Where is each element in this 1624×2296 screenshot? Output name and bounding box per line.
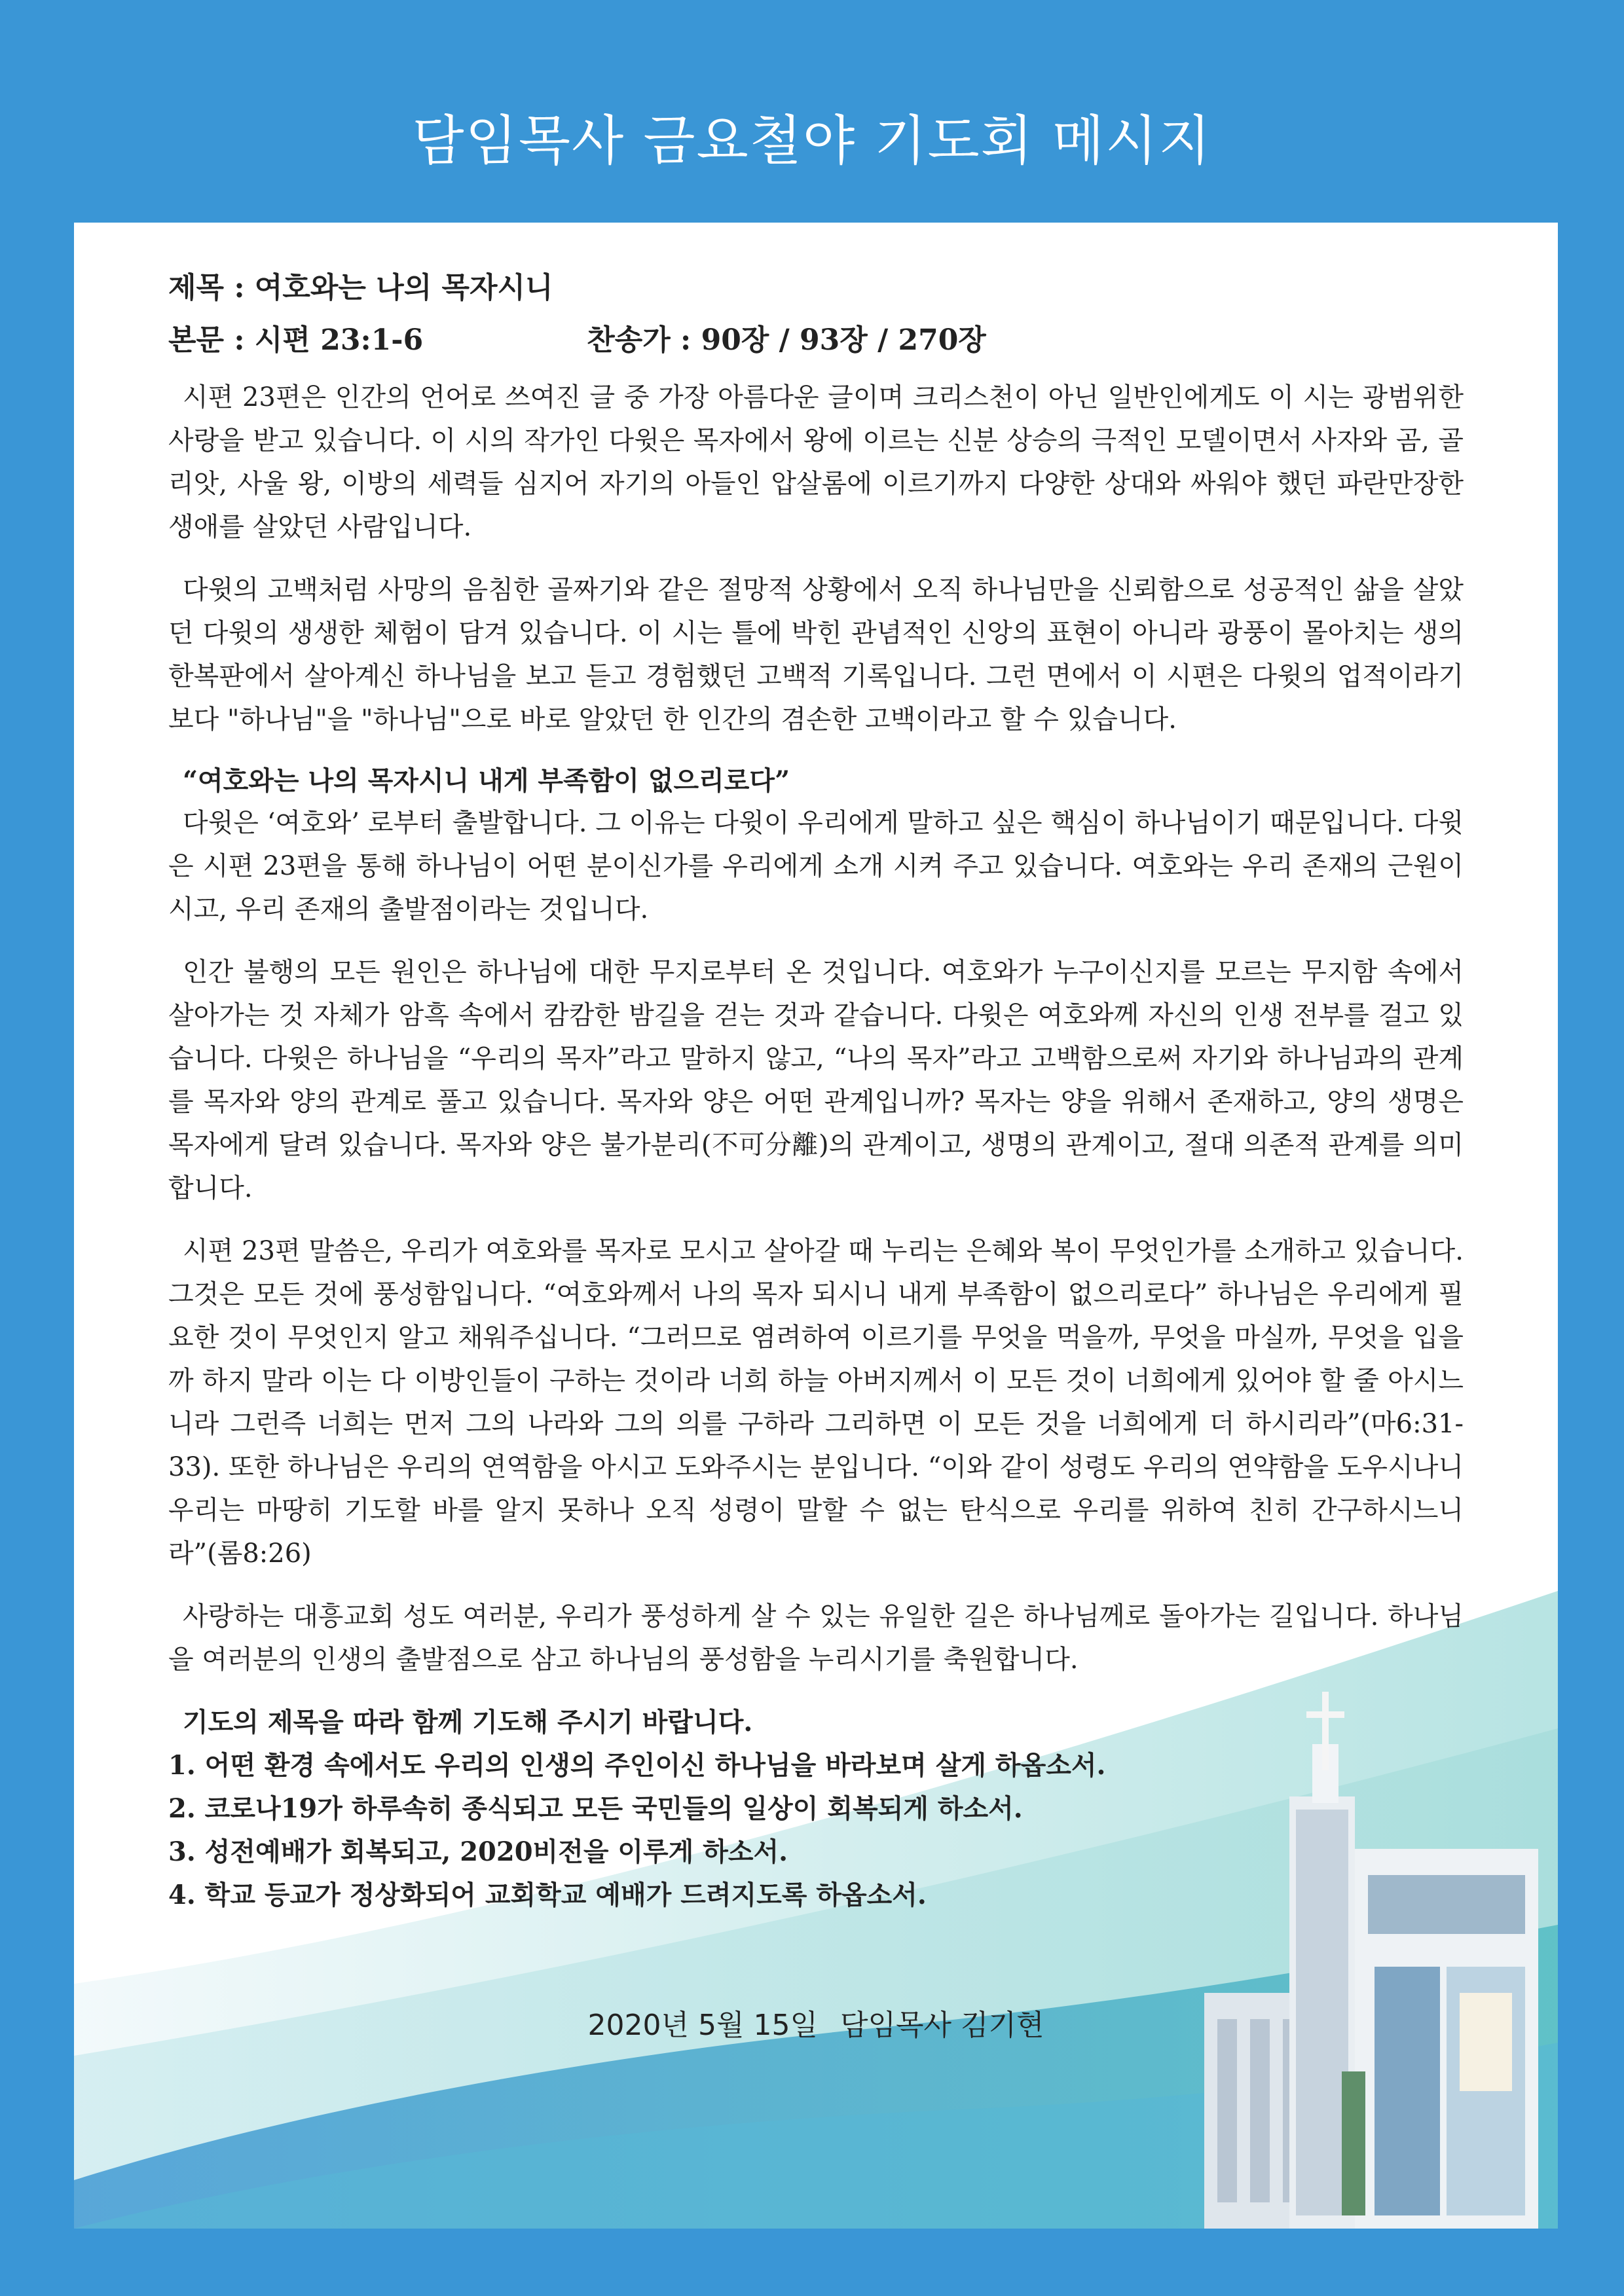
sermon-content [168, 255, 1464, 1917]
page-title: 담임목사 금요철야 기도회 메시지 [412, 110, 1212, 172]
message-date: 2020년 5월 15일 [587, 2009, 818, 2042]
prayer-list [168, 1744, 1464, 1917]
paragraph: 인간 불행의 모든 원인은 하나님에 대한 무지로부터 온 것입니다. 여호와가 누구이신지를 모르는 무지함 속에서 살아가는 것 자체가 암흑 속에서 캄캄한 밤길을 걷는 것과 같습니다. 다윗은 여호와께 자신의 인생 전부를 걸고 있습니다. 다윗은 하나님을 “우리의 목자”라고 말하지 않고, “나의 목자”라고 고백함으로써 자기와 하나님과의 관계를 목자와 양의 관계로 풀고 있습니다. 목자와 양은 어떤 관계입니까? 목자는 양을 위해서 존재하고, 양의 생명은 목자에게 달려 있습니다. 목자와 양은 불가분리(不可分離)의 관계이고, 생명의 관계이고, 절대 의존적 관계를 의미합니다. [168, 957, 1464, 1203]
prayer-item: 1. 어떤 환경 속에서도 우리의 인생의 주인이신 하나님을 바라보며 살게 하옵소서. [168, 1750, 1106, 1781]
sermon-title: 제목 : 여호와는 나의 목자시니 [168, 271, 553, 304]
prayer-heading: 기도의 제목을 따라 함께 기도해 주시기 바랍니다. [183, 1707, 753, 1738]
paragraph: 사랑하는 대흥교회 성도 여러분, 우리가 풍성하게 살 수 있는 유일한 길은 하나님께로 돌아가는 길입니다. 하나님을 여러분의 인생의 출발점으로 삼고 하나님의 풍성함을 누리시기를 축원합니다. [168, 1601, 1464, 1675]
paragraph: 다윗의 고백처럼 사망의 음침한 골짜기와 같은 절망적 상황에서 오직 하나님만을 신뢰함으로 성공적인 삶을 살았던 다윗의 생생한 체험이 담겨 있습니다. 이 시는 틀에 박힌 관념적인 신앙의 표현이 아니라 광풍이 몰아치는 생의 한복판에서 살아계신 하나님을 보고 듣고 경험했던 고백적 기록입니다. 그런 면에서 이 시편은 다윗의 업적이라기보다 "하나님"을 "하나님"으로 바로 알았던 한 인간의 겸손한 고백이라고 할 수 있습니다. [168, 575, 1464, 735]
author-name: 담임목사 김기현 [840, 2009, 1044, 2042]
paragraph: 시편 23편은 인간의 언어로 쓰여진 글 중 가장 아름다운 글이며 크리스천이 아닌 일반인에게도 이 시는 광범위한 사랑을 받고 있습니다. 이 시의 작가인 다윗은 목자에서 왕에 이르는 신분 상승의 극적인 모델이면서 사자와 곰, 골리앗, 사울 왕, 이방의 세력들 심지어 자기의 아들인 압살롬에 이르기까지 다양한 상대와 싸워야 했던 파란만장한 생애를 살았던 사람입니다. [168, 382, 1464, 542]
scripture-reference: 본문 : 시편 23:1-6 [168, 323, 424, 357]
prayer-item: 2. 코로나19가 하루속히 종식되고 모든 국민들의 일상이 회복되게 하소서. [168, 1793, 1023, 1824]
sermon-meta [168, 314, 1464, 367]
prayer-item: 3. 성전예배가 회복되고, 2020비전을 이루게 하소서. [168, 1836, 788, 1867]
quote-heading: “여호와는 나의 목자시니 내게 부족함이 없으리로다” [183, 765, 790, 796]
paragraph: 시편 23편 말씀은, 우리가 여호와를 목자로 모시고 살아갈 때 누리는 은혜와 복이 무엇인가를 소개하고 있습니다. 그것은 모든 것에 풍성함입니다. “여호와께서 나의 목자 되시니 내게 부족함이 없으리로다” 하나님은 우리에게 필요한 것이 무엇인지 알고 채워주십니다. “그러므로 염려하여 이르기를 무엇을 먹을까, 무엇을 마실까, 무엇을 입을까 하지 말라 이는 다 이방인들이 구하는 것이라 너희 하늘 아버지께서 이 모든 것이 너희에게 있어야 할 줄 아시느니라 그런즉 너희는 먼저 그의 나라와 그의 의를 구하라 그리하면 이 모든 것을 너희에게 더 하시리라”(마6:31-33). 또한 하나님은 우리의 연역함을 아시고 도와주시는 분입니다. “이와 같이 성령도 우리의 연약함을 도우시나니 우리는 마땅히 기도할 바를 알지 못하나 오직 성령이 말할 수 없는 탄식으로 우리를 위하여 친히 간구하시느니라”(롬8:26) [168, 1236, 1464, 1569]
paragraph: 다윗은 ‘여호와’ 로부터 출발합니다. 그 이유는 다윗이 우리에게 말하고 싶은 핵심이 하나님이기 때문입니다. 다윗은 시편 23편을 통해 하나님이 어떤 분이신가를 우리에게 소개 시켜 주고 있습니다. 여호와는 우리 존재의 근원이시고, 우리 존재의 출발점이라는 것입니다. [168, 808, 1464, 924]
signature-line [74, 2001, 1558, 2043]
prayer-item: 4. 학교 등교가 정상화되어 교회학교 예배가 드려지도록 하옵소서. [168, 1880, 927, 1910]
message-card [74, 223, 1558, 2229]
hymn-numbers: 찬송가 : 90장 / 93장 / 270장 [587, 323, 986, 357]
